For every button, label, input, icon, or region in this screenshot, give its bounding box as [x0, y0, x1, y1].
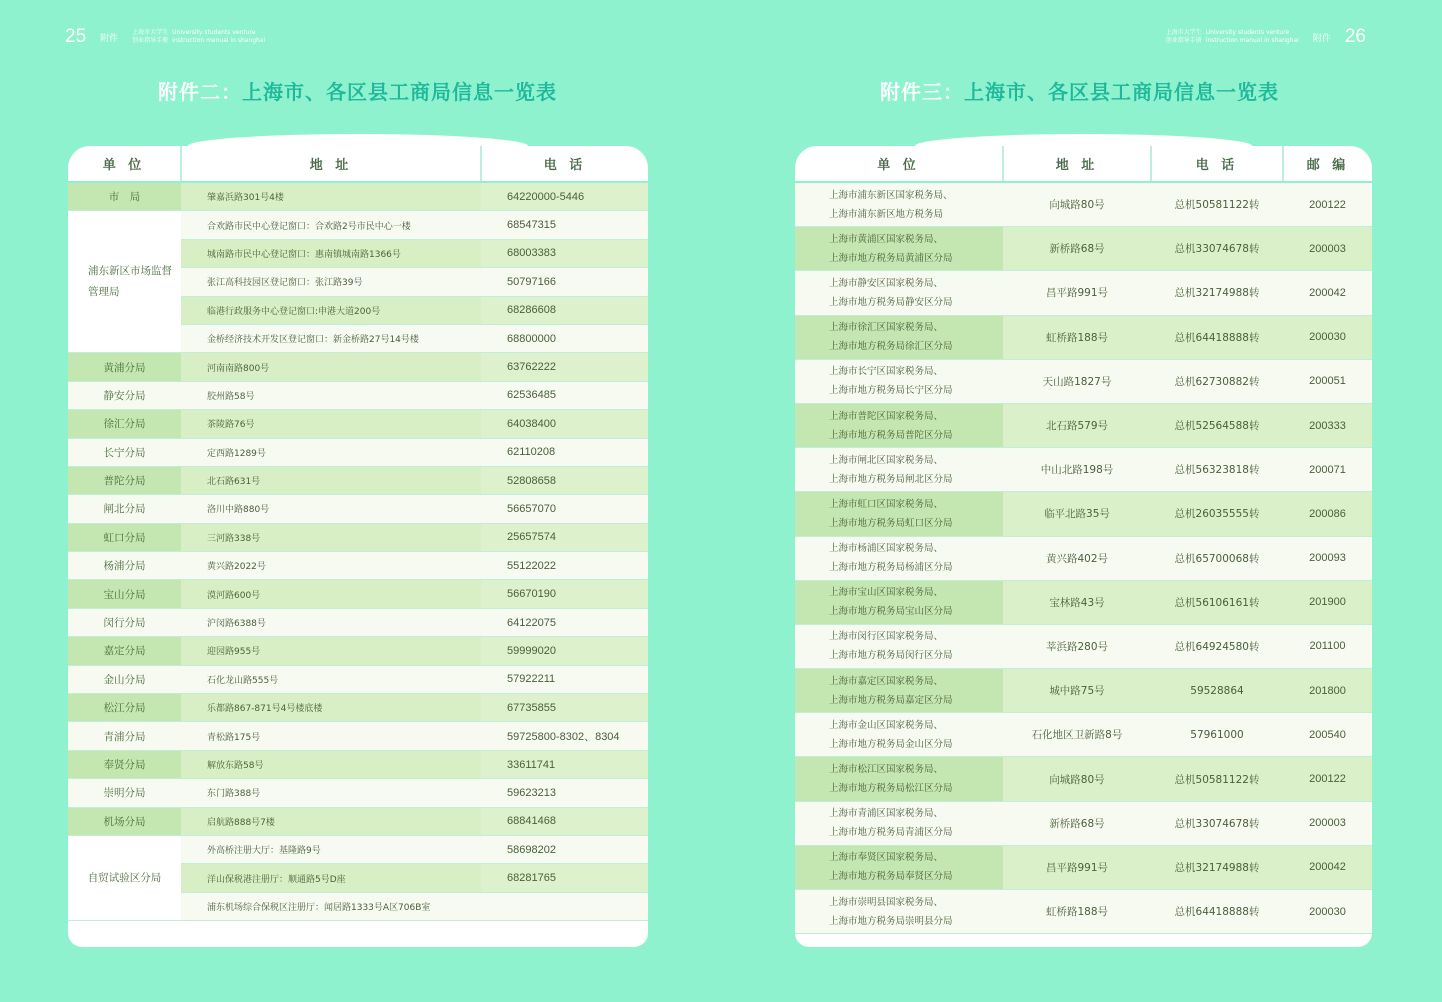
cell-unit: 长宁分局 [68, 438, 181, 466]
unit-line-2: 上海市地方税务局嘉定区分局 [829, 694, 953, 706]
cell-phone: 总机56106161转 [1151, 580, 1283, 624]
cell-unit [795, 669, 1003, 713]
cell-address: 虹桥路188号 [1003, 315, 1151, 359]
unit-line-1: 上海市静安区国家税务局、 [829, 277, 944, 289]
cell-address: 向城路80号 [1003, 182, 1151, 227]
table-row [795, 580, 1372, 624]
header-phone: 电 话 [1151, 146, 1283, 182]
unit-line-1: 上海市嘉定区国家税务局、 [829, 675, 944, 687]
cell-address: 昌平路991号 [1003, 271, 1151, 315]
cell-zip: 200051 [1283, 359, 1372, 403]
unit-line-1: 上海市徐汇区国家税务局、 [829, 322, 944, 334]
subtitle-en: University students venture instruction manual in shanghai [1205, 29, 1299, 44]
commerce-bureau-table [68, 146, 648, 921]
cell-phone: 62110208 [481, 438, 648, 466]
cell-unit: 虹口分局 [68, 523, 181, 551]
cell-address: 漠河路600号 [181, 580, 481, 608]
cell-phone: 56670190 [481, 580, 648, 608]
table-row [795, 492, 1372, 536]
cell-address: 肇嘉浜路301号4楼 [181, 182, 481, 211]
cell-address: 胶州路58号 [181, 381, 481, 409]
table-row [68, 438, 648, 466]
cell-address: 外高桥注册大厅：基隆路9号 [181, 835, 481, 863]
cell-unit: 浦东新区市场监督管理局 [68, 211, 181, 353]
cell-address: 黄兴路402号 [1003, 536, 1151, 580]
cell-address: 莘浜路280号 [1003, 624, 1151, 668]
header-zip: 邮 编 [1283, 146, 1372, 182]
cell-phone: 56657070 [481, 495, 648, 523]
table-row [68, 807, 648, 835]
unit-line-1: 上海市普陀区国家税务局、 [829, 410, 944, 422]
table-row [68, 410, 648, 438]
cell-unit [795, 271, 1003, 315]
cell-phone: 总机26035555转 [1151, 492, 1283, 536]
table-row [68, 580, 648, 608]
cell-unit [795, 713, 1003, 757]
unit-line-2: 上海市地方税务局黄浦区分局 [829, 252, 953, 264]
cell-address: 北石路579号 [1003, 403, 1151, 447]
unit-line-2: 上海市地方税务局杨浦区分局 [829, 562, 953, 574]
cell-phone: 57922211 [481, 665, 648, 693]
cell-zip: 200071 [1283, 448, 1372, 492]
table-row [68, 835, 648, 863]
cell-phone: 总机52564588转 [1151, 403, 1283, 447]
cell-zip: 200093 [1283, 536, 1372, 580]
title-prefix: 附件二： [158, 80, 242, 104]
table-row [795, 624, 1372, 668]
unit-line-1: 上海市松江区国家税务局、 [829, 764, 944, 776]
table-header-row [795, 146, 1372, 182]
cell-unit [795, 845, 1003, 889]
cell-phone: 33611741 [481, 750, 648, 778]
table-row [68, 637, 648, 665]
cell-unit: 松江分局 [68, 694, 181, 722]
table-row [795, 757, 1372, 801]
cell-phone: 总机62730882转 [1151, 359, 1283, 403]
cell-unit: 嘉定分局 [68, 637, 181, 665]
cell-phone: 总机33074678转 [1151, 801, 1283, 845]
table-row [68, 779, 648, 807]
cell-unit [795, 624, 1003, 668]
unit-line-1: 上海市崇明县国家税务局、 [829, 896, 944, 908]
cell-address: 黄兴路2022号 [181, 552, 481, 580]
cell-phone: 58698202 [481, 835, 648, 863]
table-row [68, 353, 648, 381]
tax-bureau-table [795, 146, 1372, 934]
cell-address: 金桥经济技术开发区登记窗口：新金桥路27号14号楼 [181, 324, 481, 352]
table-row [795, 315, 1372, 359]
table-row [795, 271, 1372, 315]
cell-phone: 总机50581122转 [1151, 757, 1283, 801]
unit-line-1: 上海市黄浦区国家税务局、 [829, 233, 944, 245]
unit-line-2: 上海市地方税务局奉贤区分局 [829, 871, 953, 883]
cell-zip: 200333 [1283, 403, 1372, 447]
cell-address: 解放东路58号 [181, 750, 481, 778]
unit-line-1: 上海市闸北区国家税务局、 [829, 454, 944, 466]
unit-line-2: 上海市地方税务局虹口区分局 [829, 517, 953, 529]
unit-line-2: 上海市地方税务局松江区分局 [829, 783, 953, 795]
table-row [795, 845, 1372, 889]
cell-address: 青松路175号 [181, 722, 481, 750]
table-row [795, 227, 1372, 271]
table-row [68, 523, 648, 551]
cell-unit [795, 492, 1003, 536]
cell-unit [795, 359, 1003, 403]
cell-phone: 总机64418888转 [1151, 315, 1283, 359]
cell-address: 城中路75号 [1003, 669, 1151, 713]
cell-phone: 总机32174988转 [1151, 271, 1283, 315]
unit-line-2: 上海市地方税务局宝山区分局 [829, 606, 953, 618]
cell-phone: 总机50581122转 [1151, 182, 1283, 227]
table-row [68, 552, 648, 580]
cell-phone: 59623213 [481, 779, 648, 807]
cell-phone: 59999020 [481, 637, 648, 665]
unit-line-2: 上海市地方税务局崇明县分局 [829, 915, 953, 927]
cell-phone: 67735855 [481, 694, 648, 722]
cell-unit [795, 403, 1003, 447]
cell-address: 三河路338号 [181, 523, 481, 551]
cell-address: 临港行政服务中心登记窗口:申港大道200号 [181, 296, 481, 324]
cell-address: 临平北路35号 [1003, 492, 1151, 536]
header-address: 地 址 [1003, 146, 1151, 182]
cell-address: 沪闵路6388号 [181, 608, 481, 636]
table-row [68, 495, 648, 523]
cell-phone: 68547315 [481, 211, 648, 239]
cell-phone: 68281765 [481, 864, 648, 892]
cell-phone: 63762222 [481, 353, 648, 381]
table-row [68, 750, 648, 778]
cell-unit [795, 801, 1003, 845]
title-prefix: 附件三： [880, 80, 964, 104]
right-page-title [880, 76, 1279, 105]
cell-address: 中山北路198号 [1003, 448, 1151, 492]
cell-address: 新桥路68号 [1003, 227, 1151, 271]
cell-phone: 57961000 [1151, 713, 1283, 757]
left-page-header [65, 26, 265, 48]
cell-address: 昌平路991号 [1003, 845, 1151, 889]
page-number: 25 [65, 26, 87, 47]
cell-unit [795, 448, 1003, 492]
cell-zip: 200030 [1283, 890, 1372, 934]
subtitle-cn: 上海市大学生 创业指导手册 [1165, 29, 1202, 44]
unit-line-1: 上海市虹口区国家税务局、 [829, 498, 944, 510]
table-row [68, 381, 648, 409]
subtitle-cn: 上海市大学生 创业指导手册 [132, 29, 169, 44]
cell-unit [795, 182, 1003, 227]
unit-line-2: 上海市地方税务局普陀区分局 [829, 429, 953, 441]
table-row [795, 669, 1372, 713]
unit-line-1: 上海市长宁区国家税务局、 [829, 366, 944, 378]
cell-address: 浦东机场综合保税区注册厅：闻居路1333号A区706B室 [181, 892, 481, 920]
cell-unit: 杨浦分局 [68, 552, 181, 580]
header-unit: 单 位 [795, 146, 1003, 182]
unit-line-1: 上海市浦东新区国家税务局、 [829, 189, 953, 201]
cell-address: 洋山保税港注册厅：顺通路5号D座 [181, 864, 481, 892]
cell-unit: 闵行分局 [68, 608, 181, 636]
cell-zip: 200003 [1283, 801, 1372, 845]
cell-zip: 201900 [1283, 580, 1372, 624]
cell-phone: 68003383 [481, 239, 648, 267]
cell-unit: 自贸试验区分局 [68, 835, 181, 920]
left-table-card [68, 146, 648, 947]
cell-address: 定西路1289号 [181, 438, 481, 466]
cell-phone [481, 892, 648, 920]
subtitle-en: University students venture instruction manual in shanghai [172, 29, 266, 44]
cell-zip: 200042 [1283, 271, 1372, 315]
table-row [68, 211, 648, 239]
right-table-card [795, 146, 1372, 947]
cell-phone: 64038400 [481, 410, 648, 438]
left-page-title [158, 76, 557, 105]
unit-line-2: 上海市地方税务局长宁区分局 [829, 385, 953, 397]
cell-zip: 200030 [1283, 315, 1372, 359]
unit-line-1: 上海市奉贤区国家税务局、 [829, 852, 944, 864]
header-address: 地 址 [181, 146, 481, 182]
cell-phone: 62536485 [481, 381, 648, 409]
cell-address: 天山路1827号 [1003, 359, 1151, 403]
header-unit: 单 位 [68, 146, 181, 182]
cell-unit: 机场分局 [68, 807, 181, 835]
cell-phone: 55122022 [481, 552, 648, 580]
cell-zip: 200122 [1283, 757, 1372, 801]
cell-unit: 徐汇分局 [68, 410, 181, 438]
cell-address: 石化地区卫新路8号 [1003, 713, 1151, 757]
unit-line-2: 上海市地方税务局金山区分局 [829, 738, 953, 750]
cell-unit [795, 227, 1003, 271]
title-text: 上海市、各区县工商局信息一览表 [964, 80, 1279, 104]
unit-line-1: 上海市宝山区国家税务局、 [829, 587, 944, 599]
table-row [795, 890, 1372, 934]
table-row [795, 713, 1372, 757]
unit-line-2: 上海市浦东新区地方税务局 [829, 208, 944, 220]
title-text: 上海市、各区县工商局信息一览表 [242, 80, 557, 104]
cell-zip: 200003 [1283, 227, 1372, 271]
unit-line-1: 上海市金山区国家税务局、 [829, 719, 944, 731]
unit-line-1: 上海市闵行区国家税务局、 [829, 631, 944, 643]
cell-unit [795, 580, 1003, 624]
cell-address: 石化龙山路555号 [181, 665, 481, 693]
cell-phone: 68286608 [481, 296, 648, 324]
cell-zip: 200086 [1283, 492, 1372, 536]
cell-address: 虹桥路188号 [1003, 890, 1151, 934]
unit-line-2: 上海市地方税务局青浦区分局 [829, 827, 953, 839]
cell-zip: 200540 [1283, 713, 1372, 757]
table-row [68, 694, 648, 722]
section-tag: 附件 [100, 33, 119, 44]
table-row [795, 536, 1372, 580]
cell-unit [795, 757, 1003, 801]
table-row [795, 403, 1372, 447]
cell-phone: 64122075 [481, 608, 648, 636]
cell-unit: 奉贤分局 [68, 750, 181, 778]
cell-unit: 闸北分局 [68, 495, 181, 523]
section-tag: 附件 [1312, 33, 1331, 44]
unit-line-2: 上海市地方税务局静安区分局 [829, 296, 953, 308]
cell-address: 迎园路955号 [181, 637, 481, 665]
cell-address: 城南路市民中心登记窗口：惠南镇城南路1366号 [181, 239, 481, 267]
cell-address: 新桥路68号 [1003, 801, 1151, 845]
cell-address: 向城路80号 [1003, 757, 1151, 801]
cell-address: 乐都路867-871号4号楼底楼 [181, 694, 481, 722]
cell-phone: 25657574 [481, 523, 648, 551]
cell-phone: 52808658 [481, 466, 648, 494]
table-row [68, 182, 648, 211]
header-phone: 电 话 [481, 146, 648, 182]
table-row [795, 801, 1372, 845]
cell-zip: 201800 [1283, 669, 1372, 713]
cell-phone: 总机56323818转 [1151, 448, 1283, 492]
cell-unit [795, 536, 1003, 580]
cell-address: 合欢路市民中心登记窗口：合欢路2号市民中心一楼 [181, 211, 481, 239]
cell-address: 宝林路43号 [1003, 580, 1151, 624]
cell-phone: 50797166 [481, 268, 648, 296]
table-row [795, 359, 1372, 403]
cell-unit: 静安分局 [68, 381, 181, 409]
unit-line-2: 上海市地方税务局闵行区分局 [829, 650, 953, 662]
cell-address: 河南南路800号 [181, 353, 481, 381]
cell-phone: 总机65700068转 [1151, 536, 1283, 580]
cell-zip: 200042 [1283, 845, 1372, 889]
cell-phone: 总机64418888转 [1151, 890, 1283, 934]
unit-line-2: 上海市地方税务局闸北区分局 [829, 473, 953, 485]
cell-phone: 59528864 [1151, 669, 1283, 713]
cell-unit: 宝山分局 [68, 580, 181, 608]
table-row [68, 466, 648, 494]
cell-unit: 青浦分局 [68, 722, 181, 750]
unit-line-1: 上海市杨浦区国家税务局、 [829, 543, 944, 555]
table-row [68, 722, 648, 750]
cell-address: 张江高科技园区登记窗口：张江路39号 [181, 268, 481, 296]
unit-line-2: 上海市地方税务局徐汇区分局 [829, 341, 953, 353]
right-page-header [1166, 26, 1366, 48]
cell-phone: 总机32174988转 [1151, 845, 1283, 889]
cell-address: 启航路888号7楼 [181, 807, 481, 835]
table-row [795, 448, 1372, 492]
cell-phone: 59725800-8302、8304 [481, 722, 648, 750]
cell-address: 北石路631号 [181, 466, 481, 494]
cell-phone: 68800000 [481, 324, 648, 352]
page-number: 26 [1344, 26, 1366, 47]
unit-line-1: 上海市青浦区国家税务局、 [829, 808, 944, 820]
cell-unit: 金山分局 [68, 665, 181, 693]
cell-zip: 200122 [1283, 182, 1372, 227]
table-row [795, 182, 1372, 227]
cell-unit: 市 局 [68, 182, 181, 211]
cell-phone: 68841468 [481, 807, 648, 835]
cell-phone: 总机64924580转 [1151, 624, 1283, 668]
cell-address: 茶陵路76号 [181, 410, 481, 438]
cell-phone: 64220000-5446 [481, 182, 648, 211]
cell-address: 洛川中路880号 [181, 495, 481, 523]
cell-unit [795, 315, 1003, 359]
cell-unit: 普陀分局 [68, 466, 181, 494]
cell-unit: 黄浦分局 [68, 353, 181, 381]
table-row [68, 608, 648, 636]
cell-zip: 201100 [1283, 624, 1372, 668]
cell-phone: 总机33074678转 [1151, 227, 1283, 271]
table-row [68, 665, 648, 693]
cell-unit [795, 890, 1003, 934]
cell-address: 东门路388号 [181, 779, 481, 807]
cell-unit: 崇明分局 [68, 779, 181, 807]
table-header-row [68, 146, 648, 182]
